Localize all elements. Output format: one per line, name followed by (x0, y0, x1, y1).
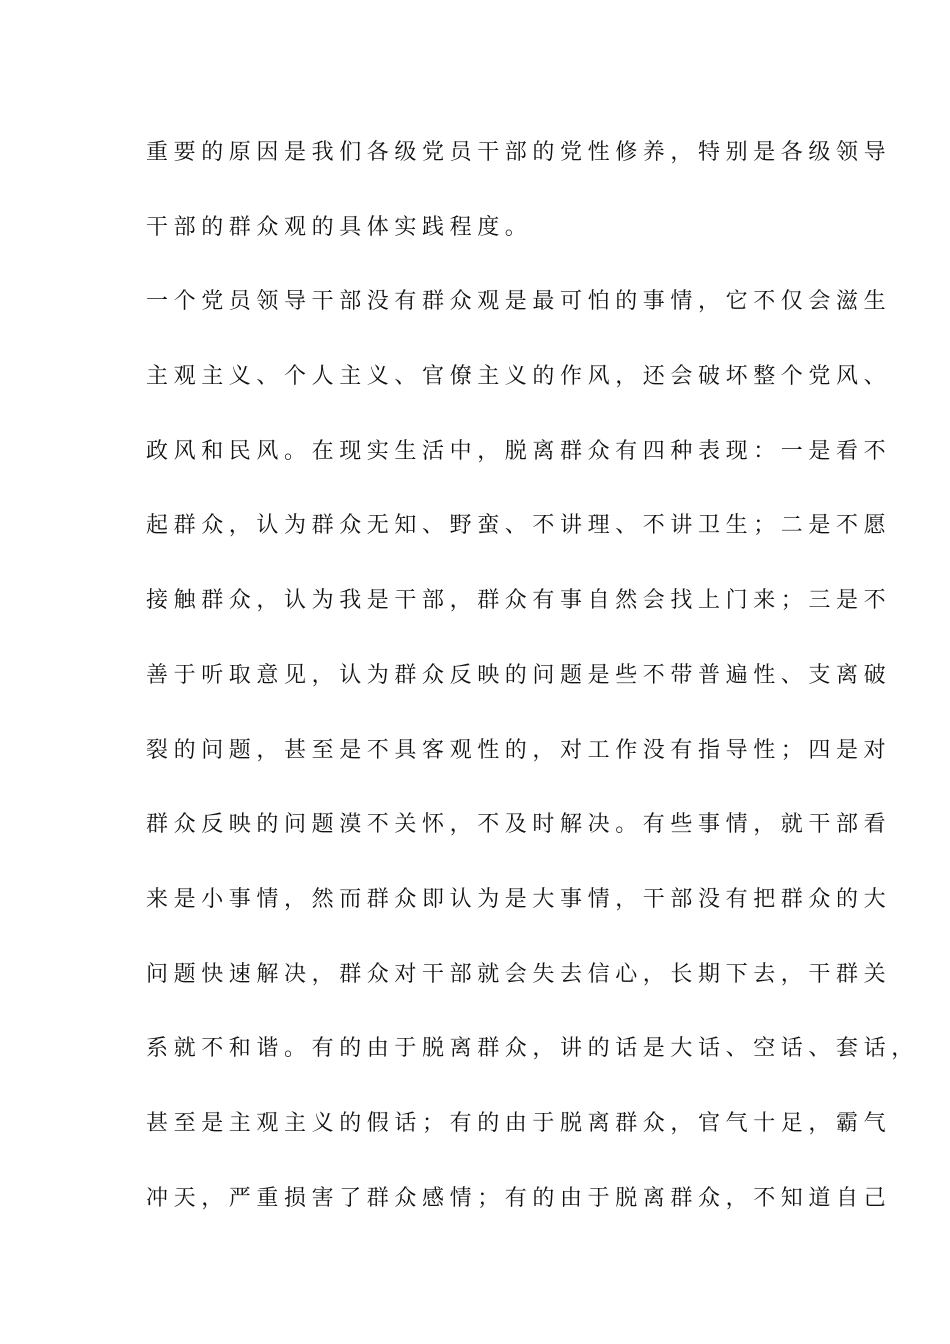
text-line: 重要的原因是我们各级党员干部的党性修养，特别是各级领导 (146, 140, 892, 165)
text-line: 裂的问题，甚至是不具客观性的，对工作没有指导性；四是对 (146, 737, 892, 763)
text-line: 政风和民风。在现实生活中，脱离群众有四种表现：一是看不 (146, 438, 892, 464)
text-line: 主观主义、个人主义、官僚主义的作风，还会破坏整个党风、 (146, 364, 892, 390)
text-line: 冲天，严重损害了群众感情；有的由于脱离群众，不知道自己 (146, 1185, 892, 1211)
text-line: 善于听取意见，认为群众反映的问题是些不带普遍性、支离破 (146, 662, 892, 688)
text-line: 干部的群众观的具体实践程度。 (146, 214, 533, 240)
text-line: 群众反映的问题漠不关怀，不及时解决。有些事情，就干部看 (146, 812, 892, 838)
text-line: 起群众，认为群众无知、野蛮、不讲理、不讲卫生；二是不愿 (146, 513, 892, 539)
text-line: 甚至是主观主义的假话；有的由于脱离群众，官气十足，霸气 (146, 1110, 892, 1136)
body-text (146, 130, 919, 1250)
text-line: 系就不和谐。有的由于脱离群众，讲的话是大话、空话、套话， (146, 1036, 919, 1062)
text-line: 接触群众，认为我是干部，群众有事自然会找上门来；三是不 (146, 588, 892, 614)
text-line: 一个党员领导干部没有群众观是最可怕的事情，它不仅会滋生 (146, 289, 892, 315)
text-line: 来是小事情，然而群众即认为是大事情，干部没有把群众的大 (146, 886, 892, 912)
text-line: 问题快速解决，群众对干部就会失去信心，长期下去，干群关 (146, 961, 892, 987)
